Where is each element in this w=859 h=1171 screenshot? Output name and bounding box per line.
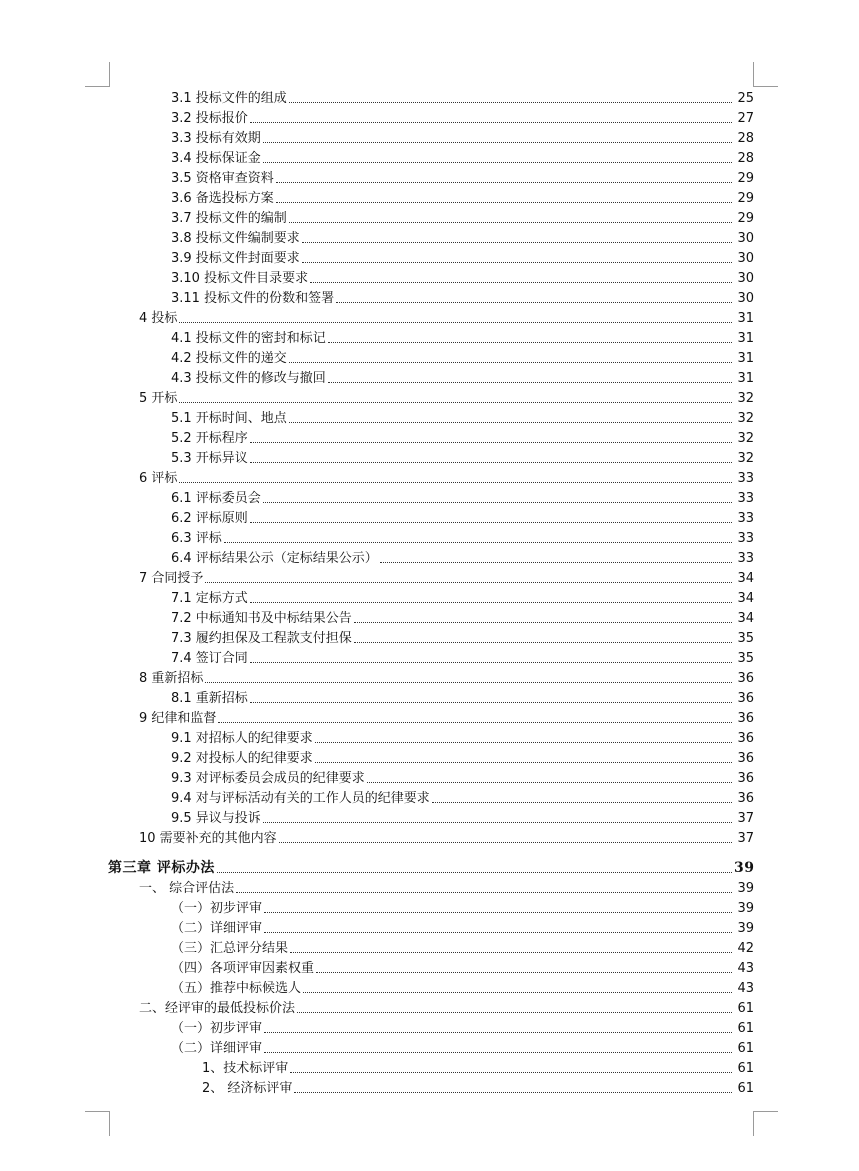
toc-entry-title: （一）初步评审	[171, 901, 263, 916]
toc-entry[interactable]	[0, 667, 859, 687]
toc-dot-leader	[290, 951, 732, 953]
toc-entry-title: 9 纪律和监督	[139, 711, 217, 726]
toc-page-number: 61	[737, 1061, 754, 1076]
toc-page-number: 31	[737, 371, 754, 386]
toc-dot-leader	[264, 931, 732, 933]
toc-entry-title: （二）详细评审	[171, 1041, 263, 1056]
toc-entry-title: 6 评标	[139, 471, 178, 486]
toc-page-number: 43	[737, 961, 754, 976]
toc-entry[interactable]	[0, 997, 859, 1017]
toc-dot-leader	[250, 601, 732, 603]
crop-mark-bottom-left	[85, 1111, 110, 1136]
toc-chapter-entry[interactable]	[0, 857, 859, 877]
toc-entry[interactable]	[0, 167, 859, 187]
toc-dot-leader	[336, 301, 732, 303]
toc-page-number: 61	[737, 1001, 754, 1016]
toc-dot-leader	[303, 991, 732, 993]
toc-page-number: 30	[737, 291, 754, 306]
toc-page-number: 31	[737, 311, 754, 326]
toc-entry[interactable]	[0, 387, 859, 407]
toc-entry-title: 6.2 评标原则	[171, 511, 248, 526]
toc-dot-leader	[264, 1051, 732, 1053]
toc-entry-title: 3.10 投标文件目录要求	[171, 271, 309, 286]
toc-page-number: 34	[737, 611, 754, 626]
toc-page-number: 37	[737, 811, 754, 826]
toc-page-number: 28	[737, 151, 754, 166]
toc-page-number: 36	[737, 671, 754, 686]
toc-entry[interactable]	[0, 807, 859, 827]
toc-page-number: 30	[737, 231, 754, 246]
toc-entry-title: 4 投标	[139, 311, 178, 326]
toc-entry-title: 8 重新招标	[139, 671, 204, 686]
crop-mark-top-right	[753, 62, 778, 87]
toc-page-number: 37	[737, 831, 754, 846]
toc-entry-title: 5 开标	[139, 391, 178, 406]
toc-entry[interactable]	[0, 187, 859, 207]
toc-dot-leader	[380, 561, 732, 563]
toc-entry[interactable]	[0, 917, 859, 937]
toc-entry-title: 3.7 投标文件的编制	[171, 211, 287, 226]
toc-entry[interactable]	[0, 107, 859, 127]
toc-entry-title: （二）详细评审	[171, 921, 263, 936]
toc-page-number: 36	[737, 711, 754, 726]
toc-page-number: 35	[737, 631, 754, 646]
toc-dot-leader	[218, 721, 732, 723]
toc-entry[interactable]	[0, 587, 859, 607]
toc-entry[interactable]	[0, 327, 859, 347]
toc-dot-leader	[290, 1071, 732, 1073]
toc-dot-leader	[297, 1011, 732, 1013]
toc-dot-leader	[250, 441, 732, 443]
toc-entry[interactable]	[0, 1037, 859, 1057]
toc-entry[interactable]	[0, 527, 859, 547]
toc-page-number: 29	[737, 191, 754, 206]
toc-entry-title: 9.5 异议与投诉	[171, 811, 261, 826]
toc-entry[interactable]	[0, 307, 859, 327]
toc-dot-leader	[354, 641, 732, 643]
toc-page-number: 31	[737, 331, 754, 346]
toc-page-number: 33	[737, 511, 754, 526]
toc-entry-title: 9.1 对招标人的纪律要求	[171, 731, 313, 746]
toc-page-number: 61	[737, 1081, 754, 1096]
toc-page-number: 34	[737, 571, 754, 586]
toc-entry-title: （一）初步评审	[171, 1021, 263, 1036]
toc-dot-leader	[289, 221, 732, 223]
toc-dot-leader	[328, 341, 732, 343]
toc-page-number: 43	[737, 981, 754, 996]
toc-page-number: 36	[737, 771, 754, 786]
toc-page-number: 36	[737, 751, 754, 766]
toc-entry[interactable]	[0, 787, 859, 807]
toc-page-number: 28	[737, 131, 754, 146]
toc-dot-leader	[205, 681, 732, 683]
toc-entry[interactable]	[0, 747, 859, 767]
toc-entry[interactable]	[0, 227, 859, 247]
toc-entry-title: 9.2 对投标人的纪律要求	[171, 751, 313, 766]
toc-dot-leader	[224, 541, 732, 543]
table-of-contents	[0, 87, 859, 1097]
toc-page-number: 32	[737, 411, 754, 426]
toc-entry[interactable]	[0, 897, 859, 917]
toc-entry[interactable]	[0, 447, 859, 467]
toc-dot-leader	[263, 141, 732, 143]
toc-entry[interactable]	[0, 367, 859, 387]
toc-entry-title: （三）汇总评分结果	[171, 941, 289, 956]
toc-dot-leader	[279, 841, 732, 843]
toc-dot-leader	[315, 741, 732, 743]
toc-entry[interactable]	[0, 727, 859, 747]
toc-entry[interactable]	[0, 957, 859, 977]
toc-entry-title: 第三章 评标办法	[108, 860, 215, 876]
toc-entry-title: 6.1 评标委员会	[171, 491, 261, 506]
toc-entry-title: 3.1 投标文件的组成	[171, 91, 287, 106]
toc-entry-title: 6.4 评标结果公示（定标结果公示）	[171, 551, 378, 566]
toc-entry-title: 9.4 对与评标活动有关的工作人员的纪律要求	[171, 791, 430, 806]
toc-dot-leader	[294, 1091, 732, 1093]
toc-entry-title: 3.9 投标文件封面要求	[171, 251, 300, 266]
toc-entry-title: 4.1 投标文件的密封和标记	[171, 331, 326, 346]
toc-page-number: 39	[737, 901, 754, 916]
toc-entry[interactable]	[0, 467, 859, 487]
toc-dot-leader	[263, 161, 732, 163]
toc-entry[interactable]	[0, 767, 859, 787]
toc-entry-title: 1、技术标评审	[202, 1061, 289, 1076]
toc-dot-leader	[310, 281, 732, 283]
toc-entry[interactable]	[0, 547, 859, 567]
toc-page-number: 33	[737, 471, 754, 486]
toc-dot-leader	[179, 321, 732, 323]
toc-dot-leader	[276, 181, 732, 183]
toc-dot-leader	[179, 481, 732, 483]
toc-entry[interactable]	[0, 607, 859, 627]
toc-entry-title: 5.2 开标程序	[171, 431, 248, 446]
toc-dot-leader	[328, 381, 732, 383]
toc-entry[interactable]	[0, 87, 859, 107]
toc-dot-leader	[179, 401, 732, 403]
toc-entry[interactable]	[0, 1017, 859, 1037]
toc-dot-leader	[250, 661, 732, 663]
toc-page-number: 32	[737, 431, 754, 446]
toc-page-number: 25	[737, 91, 754, 106]
toc-entry[interactable]	[0, 877, 859, 897]
toc-entry[interactable]	[0, 427, 859, 447]
toc-dot-leader	[289, 421, 732, 423]
toc-dot-leader	[264, 911, 732, 913]
toc-entry[interactable]	[0, 267, 859, 287]
toc-page-number: 33	[737, 491, 754, 506]
toc-entry-title: 3.6 备选投标方案	[171, 191, 274, 206]
toc-entry[interactable]	[0, 1077, 859, 1097]
toc-entry-title: 4.3 投标文件的修改与撤回	[171, 371, 326, 386]
toc-entry-title: 8.1 重新招标	[171, 691, 248, 706]
toc-dot-leader	[302, 261, 732, 263]
toc-entry-title: 4.2 投标文件的递交	[171, 351, 287, 366]
toc-dot-leader	[289, 101, 732, 103]
toc-entry-title: 10 需要补充的其他内容	[139, 831, 277, 846]
toc-page-number: 32	[737, 451, 754, 466]
toc-dot-leader	[264, 1031, 732, 1033]
toc-dot-leader	[250, 461, 732, 463]
toc-dot-leader	[316, 971, 732, 973]
toc-dot-leader	[250, 521, 732, 523]
toc-page-number: 61	[737, 1041, 754, 1056]
crop-mark-top-left	[85, 62, 110, 87]
toc-entry[interactable]	[0, 147, 859, 167]
toc-entry-title: 7.2 中标通知书及中标结果公告	[171, 611, 352, 626]
toc-page-number: 39	[734, 860, 755, 876]
toc-page-number: 61	[737, 1021, 754, 1036]
toc-dot-leader	[276, 201, 732, 203]
toc-page-number: 32	[737, 391, 754, 406]
toc-dot-leader	[315, 761, 732, 763]
toc-dot-leader	[250, 121, 732, 123]
toc-page-number: 35	[737, 651, 754, 666]
toc-entry[interactable]	[0, 127, 859, 147]
toc-entry-title: 3.5 资格审查资料	[171, 171, 274, 186]
toc-entry[interactable]	[0, 627, 859, 647]
toc-dot-leader	[250, 701, 732, 703]
toc-page-number: 33	[737, 531, 754, 546]
toc-entry[interactable]	[0, 507, 859, 527]
toc-entry[interactable]	[0, 937, 859, 957]
toc-entry[interactable]	[0, 1057, 859, 1077]
toc-dot-leader	[236, 891, 732, 893]
toc-entry-title: 二、经评审的最低投标价法	[139, 1001, 296, 1016]
toc-page-number: 42	[737, 941, 754, 956]
toc-entry-title: 7.4 签订合同	[171, 651, 248, 666]
toc-entry[interactable]	[0, 647, 859, 667]
toc-page-number: 33	[737, 551, 754, 566]
toc-entry-title: 5.3 开标异议	[171, 451, 248, 466]
toc-dot-leader	[263, 501, 732, 503]
toc-page-number: 30	[737, 271, 754, 286]
toc-page-number: 31	[737, 351, 754, 366]
toc-dot-leader	[205, 581, 732, 583]
toc-dot-leader	[217, 871, 732, 873]
toc-entry-title: 9.3 对评标委员会成员的纪律要求	[171, 771, 365, 786]
toc-entry-title: （五）推荐中标候选人	[171, 981, 302, 996]
toc-entry-title: 一、 综合评估法	[139, 881, 235, 896]
toc-entry[interactable]	[0, 977, 859, 997]
toc-entry[interactable]	[0, 707, 859, 727]
toc-entry-title: 3.4 投标保证金	[171, 151, 261, 166]
toc-page-number: 29	[737, 211, 754, 226]
toc-entry[interactable]	[0, 347, 859, 367]
toc-entry[interactable]	[0, 827, 859, 847]
crop-mark-bottom-right	[753, 1111, 778, 1136]
toc-dot-leader	[302, 241, 732, 243]
toc-entry[interactable]	[0, 247, 859, 267]
toc-entry-title: 6.3 评标	[171, 531, 222, 546]
toc-page-number: 29	[737, 171, 754, 186]
toc-entry[interactable]	[0, 567, 859, 587]
toc-page-number: 39	[737, 881, 754, 896]
toc-entry-title: 2、 经济标评审	[202, 1081, 293, 1096]
toc-entry-title: 3.3 投标有效期	[171, 131, 261, 146]
toc-entry[interactable]	[0, 407, 859, 427]
toc-entry[interactable]	[0, 207, 859, 227]
toc-dot-leader	[432, 801, 732, 803]
toc-page-number: 27	[737, 111, 754, 126]
toc-entry[interactable]	[0, 487, 859, 507]
toc-entry-title: 3.8 投标文件编制要求	[171, 231, 300, 246]
toc-dot-leader	[289, 361, 732, 363]
toc-entry-title: 3.11 投标文件的份数和签署	[171, 291, 335, 306]
toc-entry-title: 7.3 履约担保及工程款支付担保	[171, 631, 352, 646]
toc-page-number: 36	[737, 731, 754, 746]
toc-entry[interactable]	[0, 287, 859, 307]
toc-page-number: 39	[737, 921, 754, 936]
toc-entry-title: 7 合同授予	[139, 571, 204, 586]
toc-entry[interactable]	[0, 687, 859, 707]
toc-page-number: 36	[737, 691, 754, 706]
toc-entry-title: 5.1 开标时间、地点	[171, 411, 287, 426]
toc-dot-leader	[354, 621, 732, 623]
toc-page-number: 36	[737, 791, 754, 806]
toc-entry-title: 3.2 投标报价	[171, 111, 248, 126]
toc-dot-leader	[367, 781, 732, 783]
toc-entry-title: （四）各项评审因素权重	[171, 961, 315, 976]
toc-page-number: 34	[737, 591, 754, 606]
toc-page-number: 30	[737, 251, 754, 266]
toc-entry-title: 7.1 定标方式	[171, 591, 248, 606]
toc-dot-leader	[263, 821, 732, 823]
